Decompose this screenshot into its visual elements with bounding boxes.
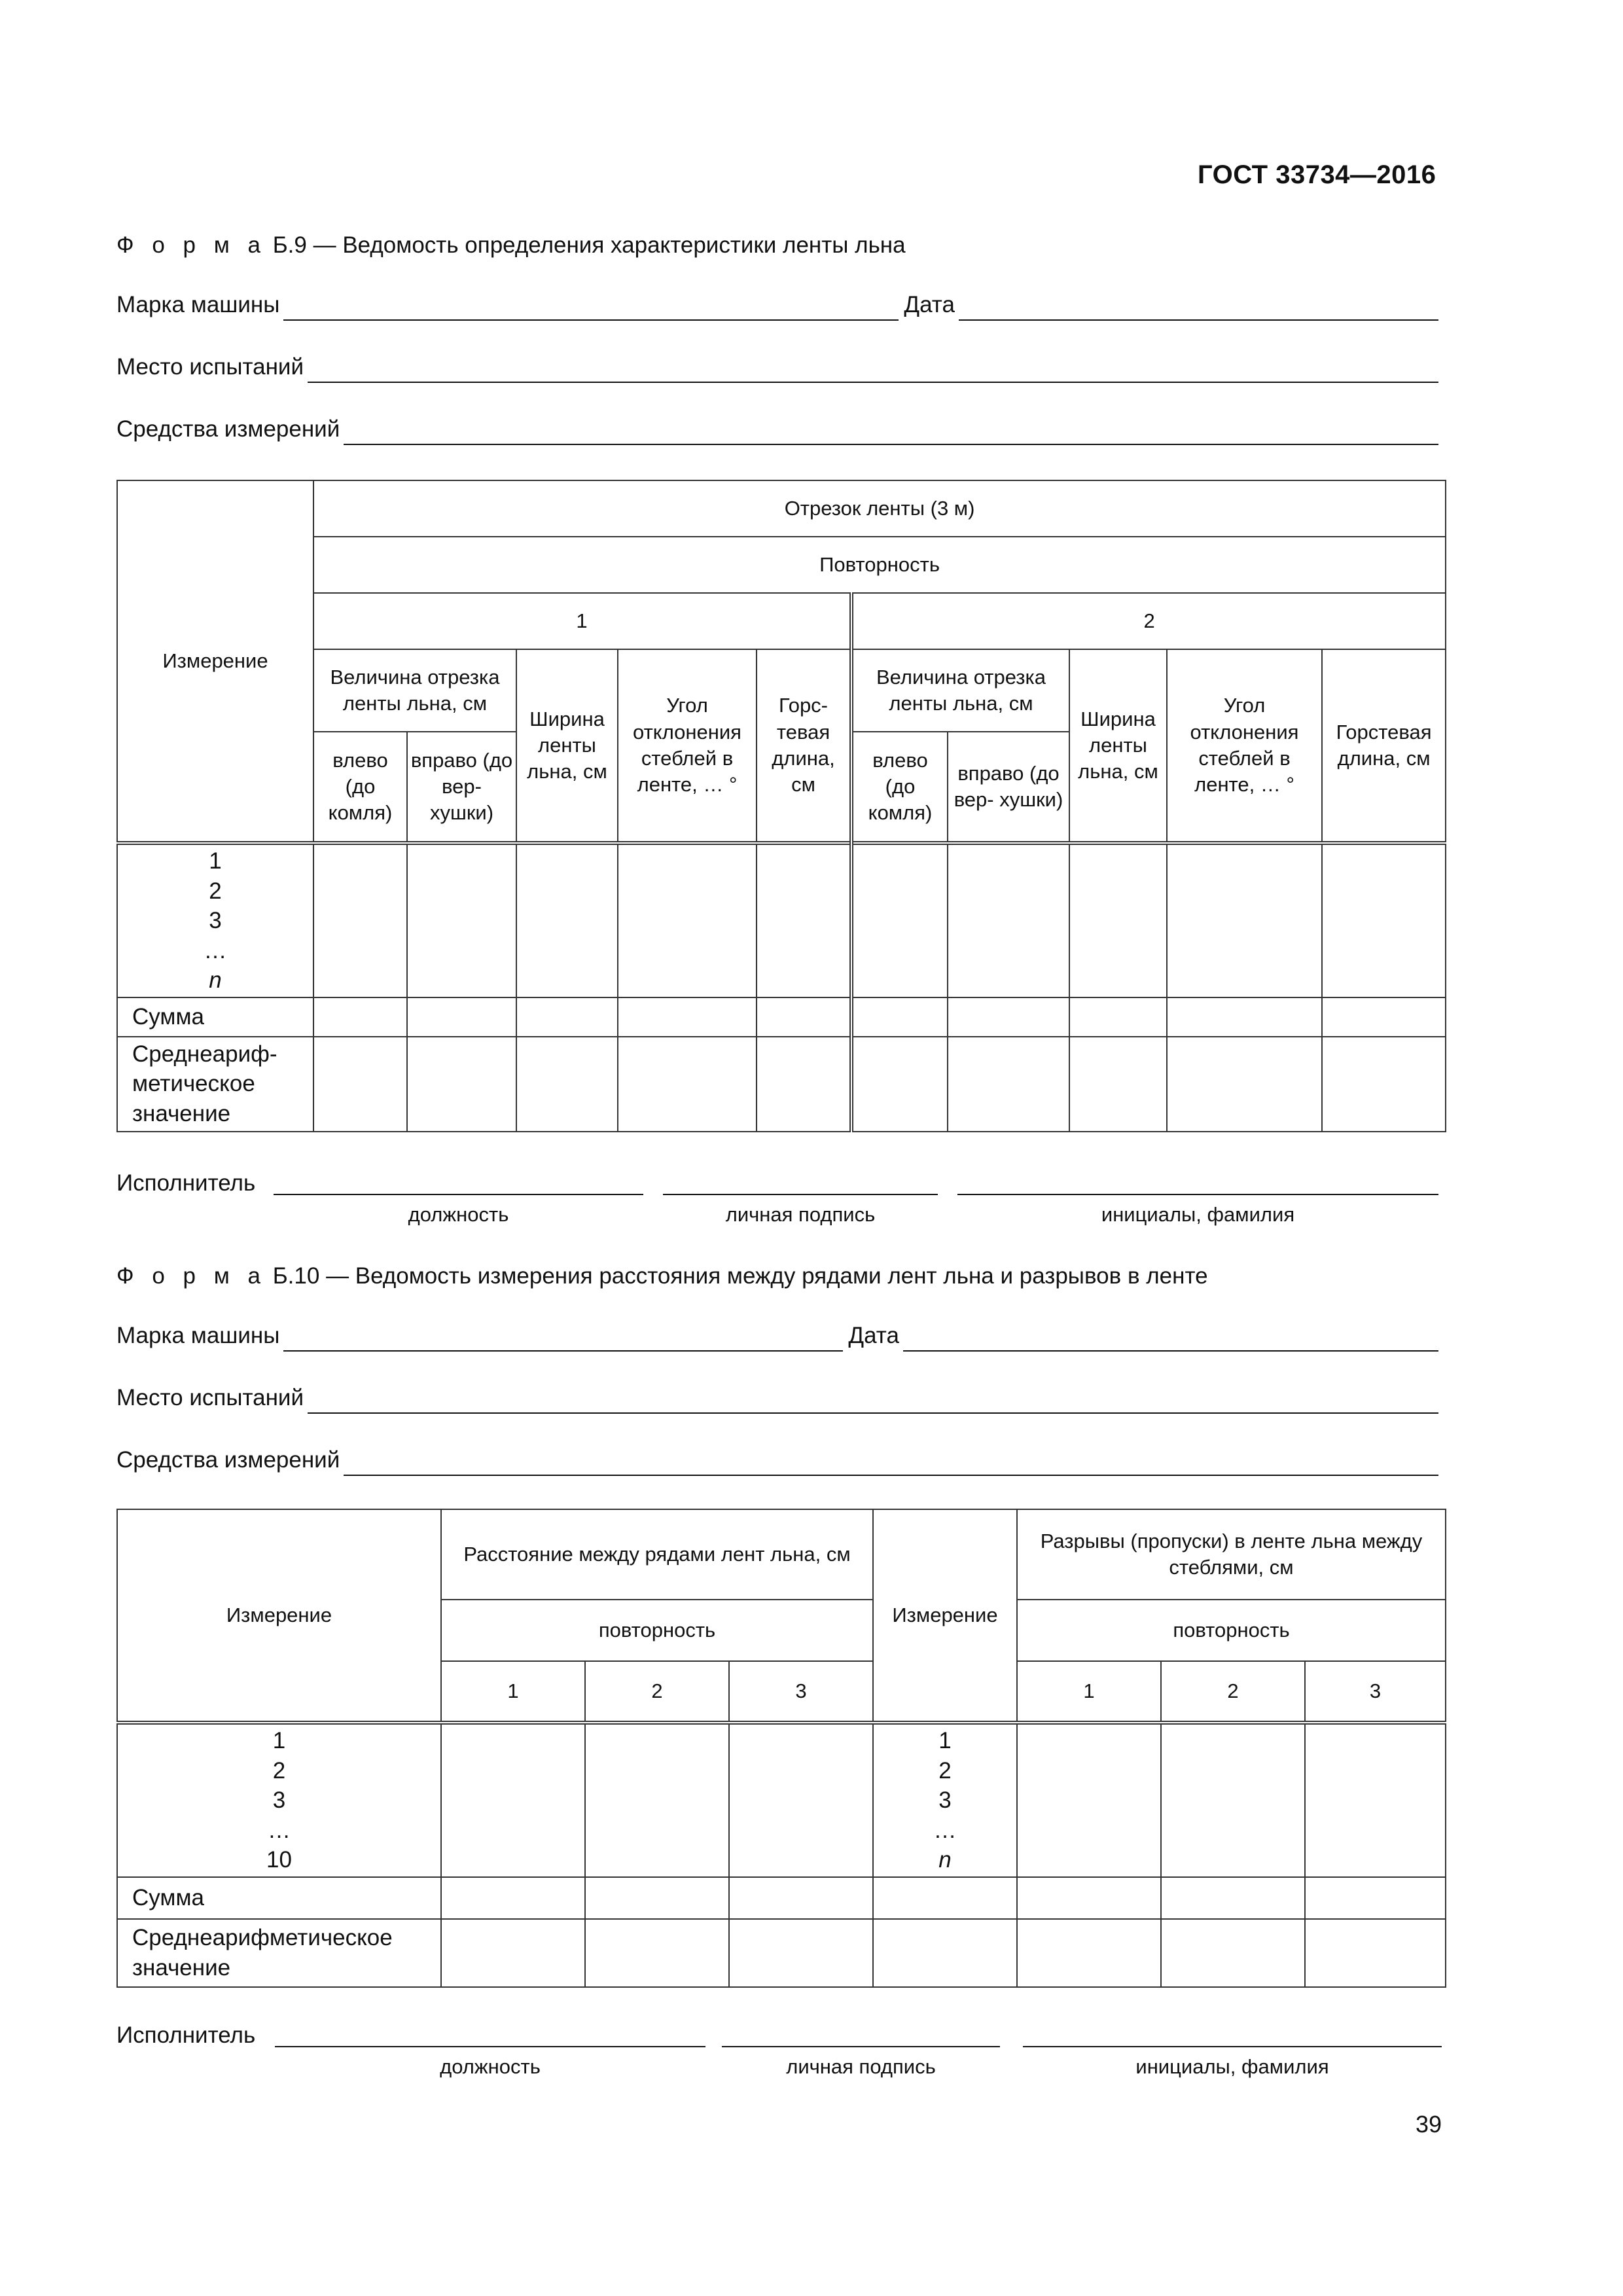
form9-cell[interactable] xyxy=(1069,843,1167,997)
form9-header-value-segment-1: Величина отрезка ленты льна, см xyxy=(313,649,516,732)
form10-position-caption: должность xyxy=(440,2055,541,2078)
form10-place-input[interactable] xyxy=(308,1393,1438,1414)
form10-cell[interactable] xyxy=(1017,1919,1161,1987)
form9-cell[interactable] xyxy=(407,1037,516,1132)
form10-header-rep-right: 1 xyxy=(1017,1661,1161,1723)
form9-title xyxy=(116,232,906,259)
page-number: 39 xyxy=(1416,2111,1442,2138)
form9-signature-label: Исполнитель xyxy=(116,1170,256,1196)
form9-cell[interactable] xyxy=(618,997,757,1037)
form10-tools-input[interactable] xyxy=(344,1455,1438,1476)
form10-row-num: 2 xyxy=(938,1757,952,1784)
form9-row-numbers xyxy=(117,843,313,997)
form9-cell[interactable] xyxy=(1167,997,1322,1037)
form9-row-num: n xyxy=(209,967,222,993)
form10-header-rep-left: 1 xyxy=(441,1661,585,1723)
form9-cell[interactable] xyxy=(948,843,1069,997)
form9-cell[interactable] xyxy=(516,997,618,1037)
form9-signature xyxy=(116,1170,1438,1229)
form10-mean-label: Среднеарифметическое значение xyxy=(117,1919,441,1987)
form10-place-line xyxy=(116,1381,1438,1414)
form9-signature-caption: личная подпись xyxy=(725,1203,876,1226)
form9-cell[interactable] xyxy=(757,843,851,997)
form10-row-num: … xyxy=(268,1817,291,1843)
form10-header-repeat-left: повторность xyxy=(441,1600,873,1661)
form9-header-gorst-2: Горстевая длина, см xyxy=(1322,649,1446,843)
form9-tools-line xyxy=(116,412,1438,445)
form10-row-num: n xyxy=(938,1847,952,1873)
form10-machine-input[interactable] xyxy=(283,1331,843,1352)
form10-row-num: 1 xyxy=(272,1728,286,1753)
form10-row-num: 1 xyxy=(938,1728,952,1753)
form10-title-num: Б.10 xyxy=(272,1263,320,1289)
form10-tools-line xyxy=(116,1443,1438,1476)
form10-title xyxy=(116,1263,1208,1289)
form9-cell[interactable] xyxy=(1322,843,1446,997)
form9-date-input[interactable] xyxy=(959,300,1438,321)
form9-date-label: Дата xyxy=(904,292,955,317)
form10-signature-caption: личная подпись xyxy=(786,2055,936,2078)
form9-mean-label: Среднеариф- метическое значение xyxy=(117,1037,313,1132)
form9-initials-caption: инициалы, фамилия xyxy=(1101,1203,1295,1226)
form9-cell[interactable] xyxy=(618,843,757,997)
form10-place-label: Место испытаний xyxy=(116,1385,304,1410)
form9-signature-input[interactable] xyxy=(663,1194,938,1195)
form9-cell[interactable] xyxy=(313,1037,407,1132)
form10-data-row xyxy=(117,1723,1446,1877)
form9-header-right-2: вправо (до вер- хушки) xyxy=(948,732,1069,843)
form9-sum-row xyxy=(117,997,1446,1037)
form9-initials-input[interactable] xyxy=(957,1194,1438,1195)
form10-cell[interactable] xyxy=(585,1723,729,1877)
form10-cell[interactable] xyxy=(1161,1723,1305,1877)
form9-header-angle-2: Угол отклонения стеблей в ленте, … ° xyxy=(1167,649,1322,843)
form9-cell[interactable] xyxy=(516,843,618,997)
form9-cell[interactable] xyxy=(1322,997,1446,1037)
form10-table xyxy=(116,1509,1446,1988)
form10-initials-input[interactable] xyxy=(1023,2046,1442,2047)
form9-header-rep1: 1 xyxy=(313,593,851,649)
form10-cell[interactable] xyxy=(441,1723,585,1877)
form9-mean-row xyxy=(117,1037,1446,1132)
form10-cell[interactable] xyxy=(729,1723,873,1877)
form9-header-value-segment-2: Величина отрезка ленты льна, см xyxy=(851,649,1069,732)
form9-cell[interactable] xyxy=(1322,1037,1446,1132)
form9-header-right-1: вправо (до вер- хушки) xyxy=(407,732,516,843)
form10-machine-label: Марка машины xyxy=(116,1323,280,1348)
form10-mean-row xyxy=(117,1919,1446,1987)
form10-cell[interactable] xyxy=(585,1919,729,1987)
form10-sum-label: Сумма xyxy=(117,1877,441,1919)
form9-row-num: … xyxy=(204,937,227,963)
form9-cell[interactable] xyxy=(516,1037,618,1132)
form10-row-numbers-left xyxy=(117,1723,441,1877)
form9-cell[interactable] xyxy=(757,1037,851,1132)
form10-date-input[interactable] xyxy=(903,1331,1438,1352)
form9-header-segment: Отрезок ленты (3 м) xyxy=(313,480,1446,537)
form9-cell[interactable] xyxy=(1069,1037,1167,1132)
form10-cell[interactable] xyxy=(729,1919,873,1987)
form9-cell[interactable] xyxy=(1069,997,1167,1037)
form9-header-angle-1: Угол отклонения стеблей в ленте, … ° xyxy=(618,649,757,843)
form10-cell[interactable] xyxy=(1017,1723,1161,1877)
form9-machine-label: Марка машины xyxy=(116,292,280,317)
form9-place-line xyxy=(116,350,1438,383)
form10-header-rep-right: 2 xyxy=(1161,1661,1305,1723)
form10-machine-date-line xyxy=(116,1319,1438,1352)
form10-cell[interactable] xyxy=(1161,1877,1305,1919)
form10-row-num: 3 xyxy=(272,1787,286,1813)
form10-header-distance: Расстояние между рядами лент льна, см xyxy=(441,1509,873,1600)
form10-title-text: — Ведомость измерения расстояния между рядами лент льна и разрывов в ленте xyxy=(326,1263,1208,1289)
form10-cell[interactable] xyxy=(441,1877,585,1919)
form9-cell[interactable] xyxy=(851,843,948,997)
form9-header-repeat: Повторность xyxy=(313,537,1446,593)
form10-row-num: … xyxy=(933,1817,957,1843)
form10-signature xyxy=(116,2022,1438,2081)
form9-cell[interactable] xyxy=(757,997,851,1037)
form9-sum-label: Сумма xyxy=(117,997,313,1037)
form10-cell[interactable] xyxy=(873,1919,1017,1987)
form10-row-num: 10 xyxy=(266,1847,292,1873)
form10-header-gaps: Разрывы (пропуски) в ленте льна между стеблями, см xyxy=(1017,1509,1446,1600)
form10-initials-caption: инициалы, фамилия xyxy=(1135,2055,1329,2078)
form9-cell[interactable] xyxy=(1167,1037,1322,1132)
form9-header-rep2: 2 xyxy=(851,593,1446,649)
form9-header-width-1: Ширина ленты льна, см xyxy=(516,649,618,843)
form10-date-label: Дата xyxy=(848,1323,899,1348)
form9-cell[interactable] xyxy=(313,997,407,1037)
form9-header-left-1: влево (до комля) xyxy=(313,732,407,843)
form10-cell[interactable] xyxy=(1305,1877,1446,1919)
form9-cell[interactable] xyxy=(407,843,516,997)
form10-cell[interactable] xyxy=(1017,1877,1161,1919)
form10-row-num: 3 xyxy=(938,1787,952,1813)
form9-place-input[interactable] xyxy=(308,362,1438,383)
form9-cell[interactable] xyxy=(313,843,407,997)
form9-machine-date-line xyxy=(116,288,1438,321)
form10-sum-row xyxy=(117,1877,1446,1919)
form9-tools-input[interactable] xyxy=(344,424,1438,445)
form9-row-num: 2 xyxy=(209,878,222,904)
form9-header-gorst-1: Горс- тевая длина, см xyxy=(757,649,851,843)
form9-cell[interactable] xyxy=(948,997,1069,1037)
form9-cell[interactable] xyxy=(851,1037,948,1132)
form10-header-rep-right: 3 xyxy=(1305,1661,1446,1723)
form10-header-rep-left: 3 xyxy=(729,1661,873,1723)
form9-header-width-2: Ширина ленты льна, см xyxy=(1069,649,1167,843)
form9-header-left-2: влево (до комля) xyxy=(851,732,948,843)
form10-cell[interactable] xyxy=(1161,1919,1305,1987)
form9-tools-label: Средства измерений xyxy=(116,416,340,442)
form10-cell[interactable] xyxy=(729,1877,873,1919)
form10-cell[interactable] xyxy=(441,1919,585,1987)
form10-header-measure-right: Измерение xyxy=(873,1509,1017,1723)
form10-position-input[interactable] xyxy=(275,2046,705,2047)
form9-header-measure: Измерение xyxy=(117,480,313,843)
form9-title-text: — Ведомость определения характеристики ленты льна xyxy=(313,232,906,258)
form10-row-numbers-right xyxy=(873,1723,1017,1877)
form9-cell[interactable] xyxy=(1167,843,1322,997)
form9-machine-input[interactable] xyxy=(283,300,899,321)
form9-position-caption: должность xyxy=(408,1203,509,1226)
form10-header-rep-left: 2 xyxy=(585,1661,729,1723)
form10-header-repeat-right: повторность xyxy=(1017,1600,1446,1661)
form9-data-row xyxy=(117,843,1446,997)
form10-tools-label: Средства измерений xyxy=(116,1447,340,1473)
form9-cell[interactable] xyxy=(618,1037,757,1132)
form10-title-prefix: Ф о р м а xyxy=(116,1263,266,1289)
form9-row-num: 3 xyxy=(209,908,222,933)
form9-cell[interactable] xyxy=(407,997,516,1037)
standard-number: ГОСТ 33734—2016 xyxy=(1198,160,1436,189)
form10-row-num: 2 xyxy=(272,1757,286,1784)
form10-cell[interactable] xyxy=(585,1877,729,1919)
form10-header-measure-left: Измерение xyxy=(117,1509,441,1723)
form9-row-num: 1 xyxy=(209,848,222,874)
form9-place-label: Место испытаний xyxy=(116,354,304,380)
form10-cell[interactable] xyxy=(1305,1919,1446,1987)
form10-cell[interactable] xyxy=(873,1877,1017,1919)
form9-table xyxy=(116,480,1446,1132)
form9-position-input[interactable] xyxy=(274,1194,643,1195)
form9-title-prefix: Ф о р м а xyxy=(116,232,266,258)
form10-cell[interactable] xyxy=(1305,1723,1446,1877)
form9-cell[interactable] xyxy=(851,997,948,1037)
form10-signature-label: Исполнитель xyxy=(116,2022,256,2048)
form10-signature-input[interactable] xyxy=(722,2046,1000,2047)
form9-cell[interactable] xyxy=(948,1037,1069,1132)
form9-title-num: Б.9 xyxy=(272,232,307,258)
